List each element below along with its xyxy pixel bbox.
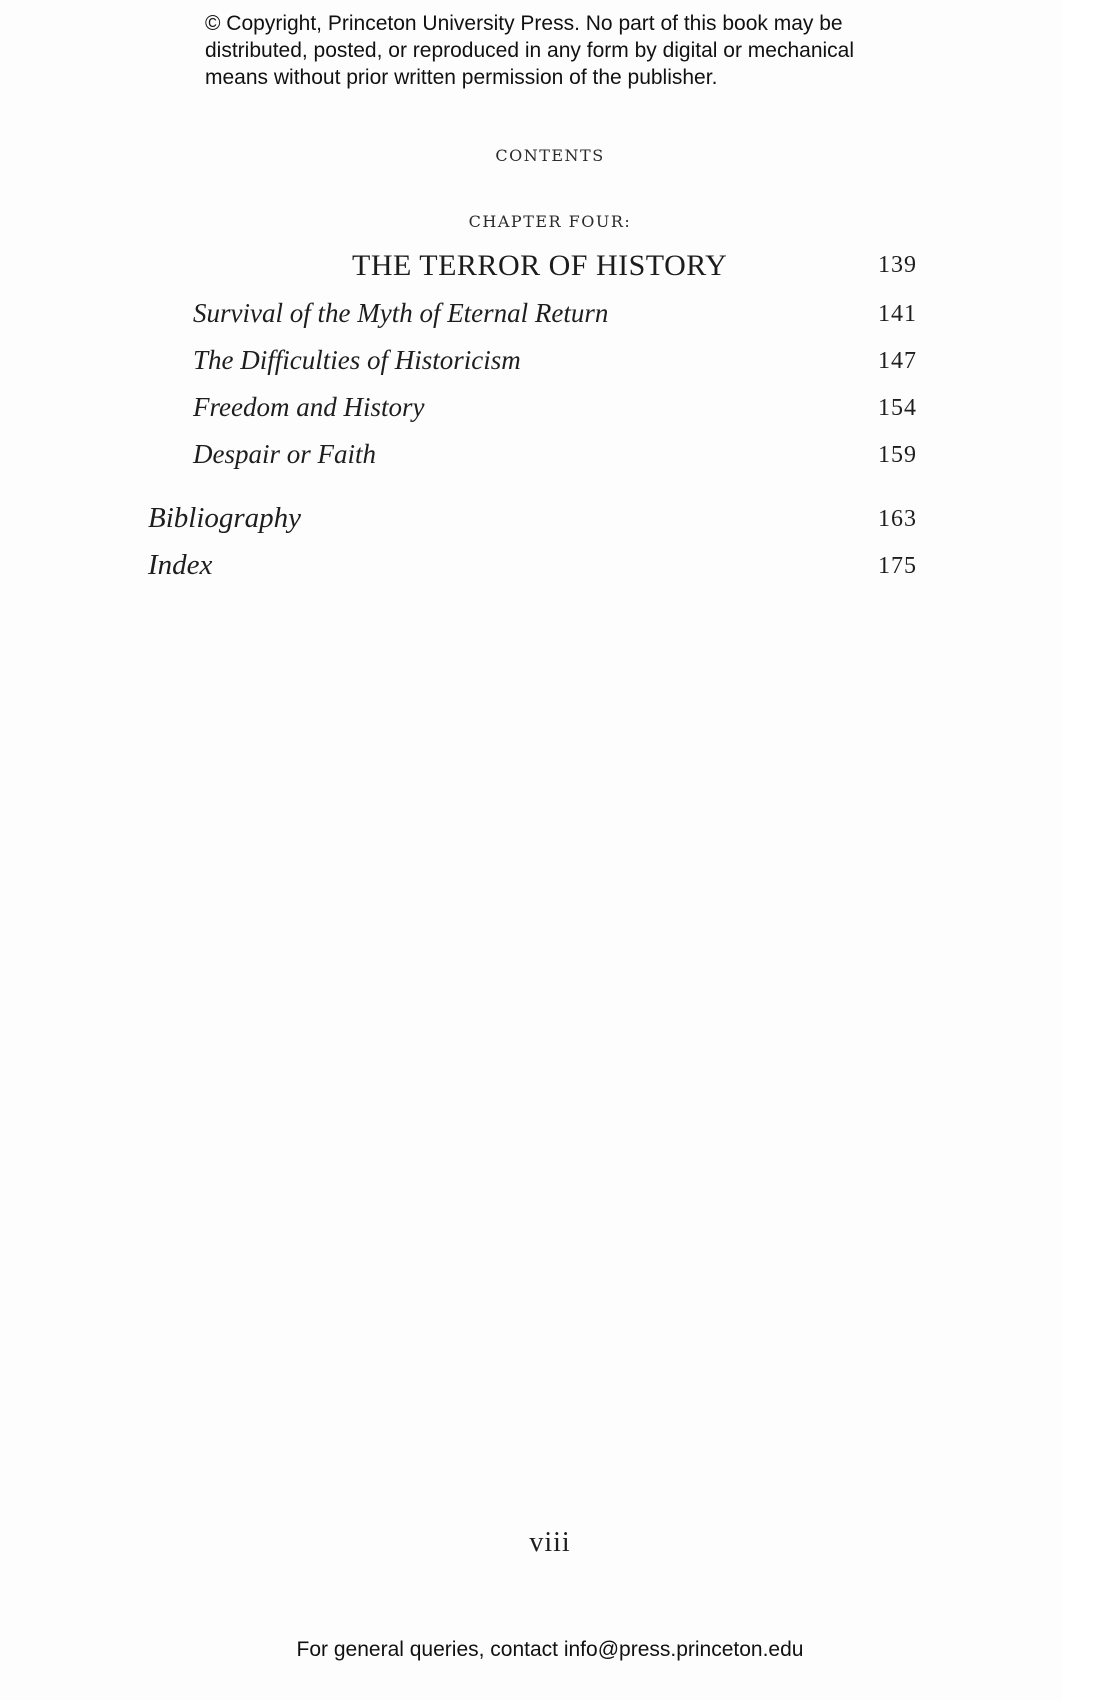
page-number: viii <box>529 1527 571 1558</box>
toc-section-title: Survival of the Myth of Eternal Return <box>193 298 609 328</box>
toc-section-title: The Difficulties of Historicism <box>193 345 521 375</box>
toc-backmatter-title: Bibliography <box>148 502 302 534</box>
toc-backmatter-page: 163 <box>878 506 917 532</box>
toc-section-page: 141 <box>878 301 917 327</box>
footer-contact: For general queries, contact info@press.princeton.edu <box>296 1638 804 1661</box>
copyright-line: distributed, posted, or reproduced in any form by digital or mechanical <box>205 39 855 62</box>
toc-section-page: 159 <box>878 442 917 468</box>
contents-heading: CONTENTS <box>495 146 605 165</box>
toc-backmatter-title: Index <box>148 549 213 581</box>
chapter-title: THE TERROR OF HISTORY <box>352 249 728 282</box>
copyright-line: means without prior written permission of the publisher. <box>205 66 718 89</box>
copyright-line: © Copyright, Princeton University Press. No part of this book may be <box>205 12 843 35</box>
chapter-page-number: 139 <box>878 252 917 278</box>
copyright-notice <box>205 10 925 91</box>
toc-section-page: 154 <box>878 395 917 421</box>
chapter-label: CHAPTER FOUR: <box>468 212 632 231</box>
toc-section-page: 147 <box>878 348 917 374</box>
toc-section-title: Freedom and History <box>193 392 425 422</box>
toc-backmatter-page: 175 <box>878 553 917 579</box>
toc-section-title: Despair or Faith <box>193 439 377 469</box>
